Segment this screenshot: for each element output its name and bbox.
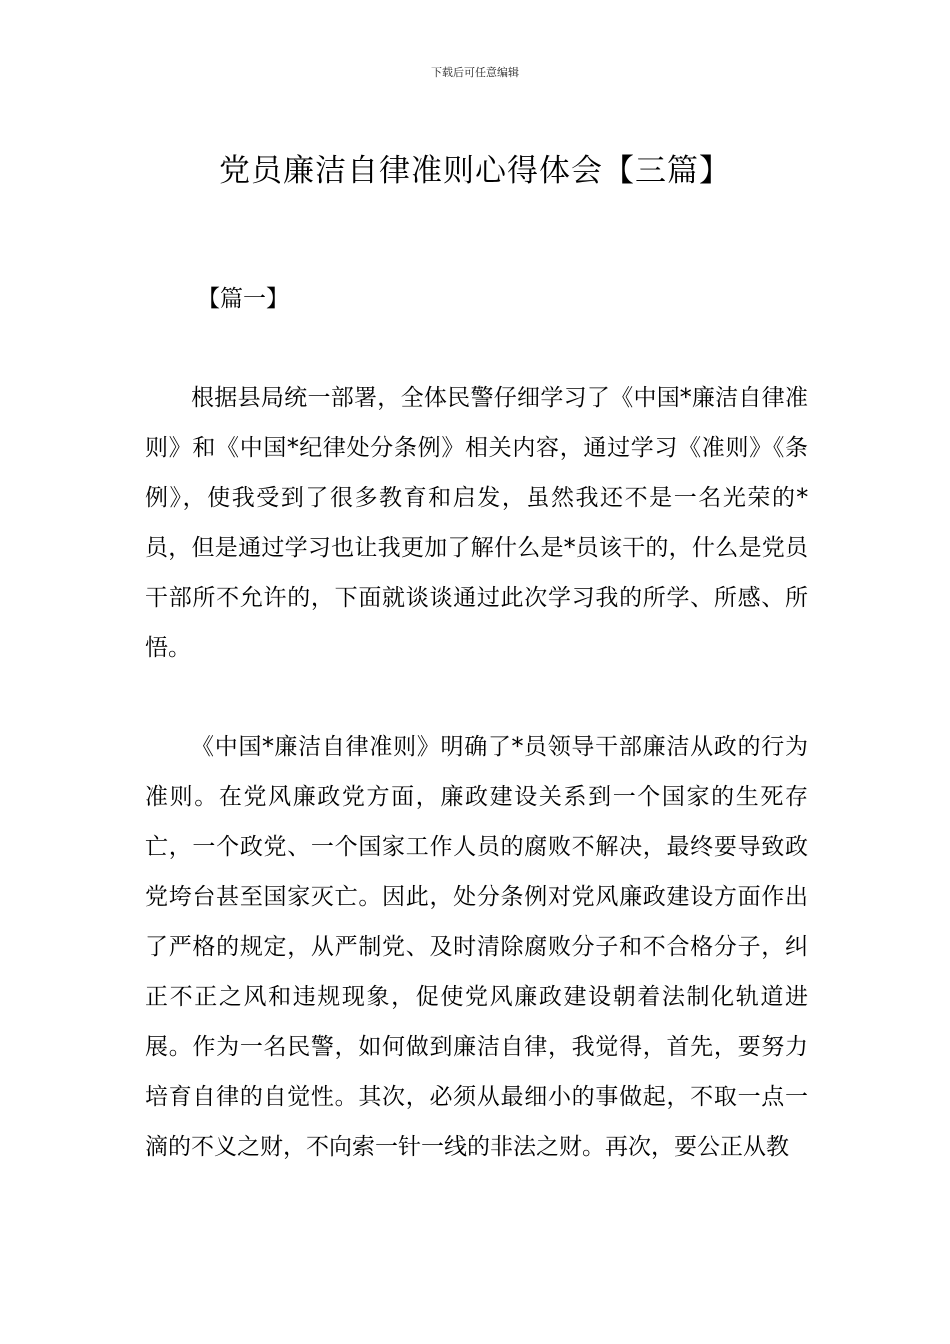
body-paragraph-2: 《中国*廉洁自律准则》明确了*员领导干部廉洁从政的行为准则。在党风廉政党方面，廉政建设关系到一个国家的生死存亡，一个政党、一个国家工作人员的腐败不解决，最终要导致政党垮台甚至国家灭亡。因此，处分条例对党风廉政建设方面作出了严格的规定，从严制党、及时清除腐败分子和不合格分子，纠正不正之风和违规现象，促使党风廉政建设朝着法制化轨道进展。作为一名民警，如何做到廉洁自律，我觉得，首先，要努力培育自律的自觉性。其次，必须从最细小的事做起，不取一点一滴的不义之财，不向索一针一线的非法之财。再次，要公正从教: [145, 734, 808, 1160]
body-paragraph-1: 根据县局统一部署，全体民警仔细学习了《中国*廉洁自律准则》和《中国*纪律处分条例》相关内容，通过学习《准则》《条例》，使我受到了很多教育和启发，虽然我还不是一名光荣的*员，但是通过学习也让我更加了解什么是*员该干的，什么是党员干部所不允许的，下面就谈谈通过此次学习我的所学、所感、所悟。: [145, 385, 808, 661]
section-label: 【篇一】: [197, 286, 289, 312]
document-title: 党员廉洁自律准则心得体会【三篇】: [219, 152, 731, 189]
header-note: 下载后可任意编辑: [431, 66, 519, 79]
